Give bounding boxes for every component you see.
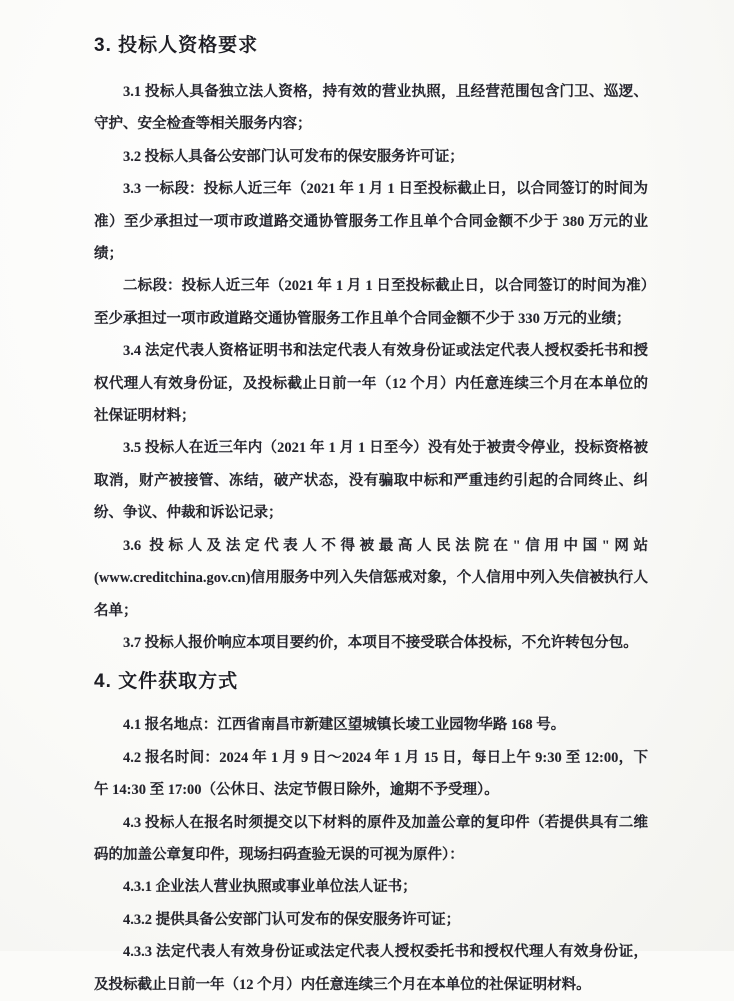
paragraph-3-6: 3.6 投标人及法定代表人不得被最高人民法院在"信用中国"网站(www.creditchina.gov.cn)信用服务中列入失信惩戒对象，个人信用中列入失信被执行人名单； bbox=[94, 537, 648, 619]
paragraph-4-3-2: 4.3.2 提供具备公安部门认可发布的保安服务许可证； bbox=[123, 911, 461, 928]
section-4-heading: 4. 文件获取方式 bbox=[94, 671, 239, 693]
paragraph-4-3-1: 4.3.1 企业法人营业执照或事业单位法人证书； bbox=[123, 879, 417, 896]
section-document-acquisition bbox=[94, 669, 648, 1001]
paragraph-3-3-lot1: 3.3 一标段：投标人近三年（2021 年 1 月 1 日至投标截止日，以合同签订的时间为准）至少承担过一项市政道路交通协管服务工作且单个合同金额不少于 380 万元的业绩； bbox=[94, 181, 648, 263]
paragraph-4-3: 4.3 投标人在报名时须提交以下材料的原件及加盖公章的复印件（若提供具有二维码的加盖公章复印件，现场扫码查验无误的可视为原件）： bbox=[94, 814, 648, 863]
paragraph-3-7: 3.7 投标人报价响应本项目要约价，本项目不接受联合体投标，不允许转包分包。 bbox=[123, 634, 638, 651]
paragraph-3-4: 3.4 法定代表人资格证明书和法定代表人有效身份证或法定代表人授权委托书和授权代理人有效身份证，及投标截止日前一年（12 个月）内任意连续三个月在本单位的社保证明材料； bbox=[94, 343, 648, 425]
paragraph-4-3-3: 4.3.3 法定代表人有效身份证或法定代表人授权委托书和授权代理人有效身份证，及投标截止日前一年（12 个月）内任意连续三个月在本单位的社保证明材料。 bbox=[94, 944, 648, 993]
section-bidder-qualification bbox=[94, 33, 648, 659]
paragraph-3-1: 3.1 投标人具备独立法人资格，持有效的营业执照，且经营范围包含门卫、巡逻、守护、安全检查等相关服务内容； bbox=[94, 84, 648, 133]
paragraph-3-5: 3.5 投标人在近三年内（2021 年 1 月 1 日至今）没有处于被责令停业，投标资格被取消，财产被接管、冻结，破产状态，没有骗取中标和严重违约引起的合同终止、纠纷、争议、仲裁和诉讼记录； bbox=[94, 440, 648, 522]
section-3-heading: 3. 投标人资格要求 bbox=[94, 35, 259, 56]
paragraph-3-3-lot2: 二标段：投标人近三年（2021 年 1 月 1 日至投标截止日，以合同签订的时间为准）至少承担过一项市政道路交通协管服务工作且单个合同金额不少于 330 万元的业绩； bbox=[94, 278, 648, 327]
paragraph-4-1: 4.1 报名地点：江西省南昌市新建区望城镇长堎工业园物华路 168 号。 bbox=[123, 717, 566, 734]
paragraph-4-2: 4.2 报名时间：2024 年 1 月 9 日～2024 年 1 月 15 日，每日上午 9:30 至 12:00，下午 14:30 至 17:00（公休日、法定节假日除外，逾期不予受理）。 bbox=[94, 749, 648, 799]
paragraph-3-2: 3.2 投标人具备公安部门认可发布的保安服务许可证； bbox=[123, 148, 464, 165]
